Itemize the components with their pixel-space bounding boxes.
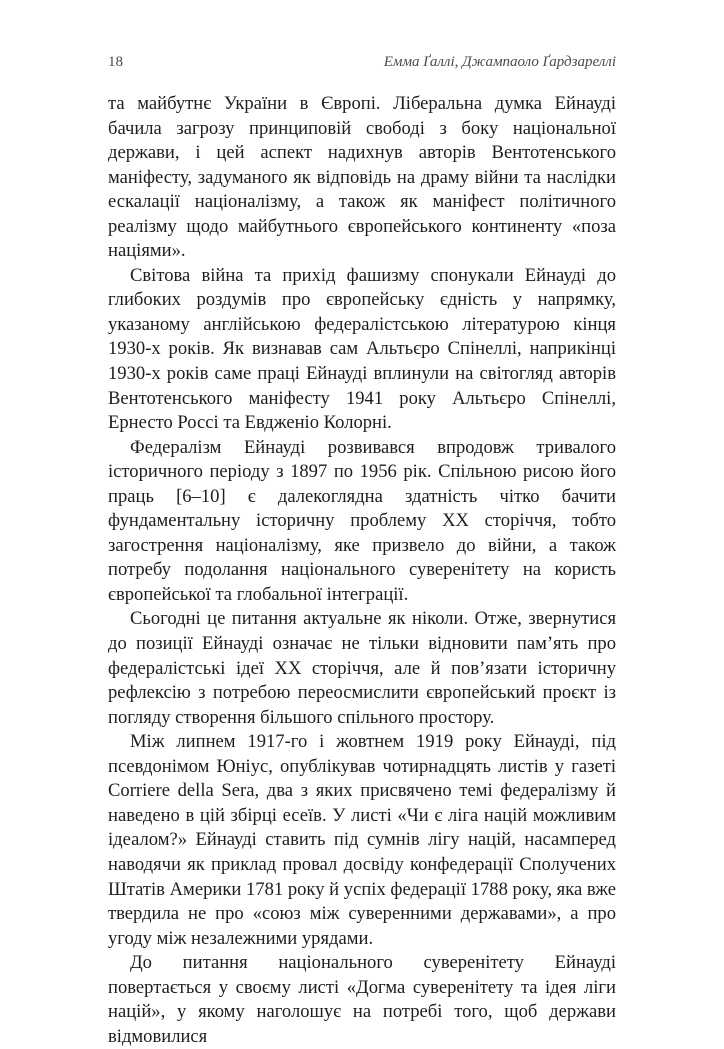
paragraph-2: Світова війна та прихід фашизму спонукали Ейнауді до глибоких роздумів про європейську єдність у напрямку, указаному англійською федералістською літературою кінця 1930-х років. Як визнавав сам Альтьєро Спінеллі, наприкінці 1930-х років саме праці Ейнауді вплинули на світогляд авторів Вентотенського маніфесту 1941 року Альтьєро Спінеллі, Ернесто Россі та Евдженіо Колорні. [108,264,616,434]
paragraph-3: Федералізм Ейнауді розвивався впродовж тривалого історичного періоду з 1897 по 1956 рік. Спільною рисою його праць [6–10] є далекоглядна здатність чітко бачити фундаментальну історичну проблему XX сторіччя, тобто загострення націоналізму, яке призвело до війни, а також потребу подолання національного суверенітету на користь європейської та глобальної інтеграції. [108,436,616,605]
paragraph-6: До питання національного суверенітету Ейнауді повертається у своєму листі «Догма суверенітету та ідея ліги націй», у якому наголошує на потребі того, щоб держави відмовилися [108,952,616,1047]
page-number: 18 [108,54,123,70]
paragraph-5: Між липнем 1917-го і жовтнем 1919 року Ейнауді, під псевдонімом Юніус, опублікував чотирнадцять листів у газеті Corriere della Sera, два з яких присвячено темі федералізму й наведено в цій збірці есеїв. У листі «Чи є ліга націй можливим ідеалом?» Ейнауді ставить під сумнів лігу націй, насамперед наводячи як приклад провал досвіду конфедерації Сполучених Штатів Америки 1781 року й успіх федерації 1788 року, яка вже твердила не про «союз між суверенними державами», а про угоду між незалежними урядами. [108,731,616,949]
page-header [108,54,616,74]
body-text [108,92,616,1049]
paragraph-1: та майбутнє України в Європі. Ліберальна думка Ейнауді бачила загрозу принциповій свободі з боку національної держави, і цей аспект надихнув авторів Вентотенського маніфесту, задуманого як відповідь на драму війни та наслідки ескалації націоналізму, а також як маніфест політичного реалізму щодо майбутнього європейського континенту «поза націями». [108,93,616,262]
running-head: Емма Ґаллі, Джампаоло Ґардзареллі [383,54,616,70]
paragraph-4: Сьогодні це питання актуальне як ніколи. Отже, звернутися до позиції Ейнауді означає не тільки відновити пам’ять про федералістські ідеї XX сторіччя, але й пов’язати історичну рефлексію з потребою переосмислити європейський проєкт із погляду створення більшого спільного простору. [108,608,616,728]
